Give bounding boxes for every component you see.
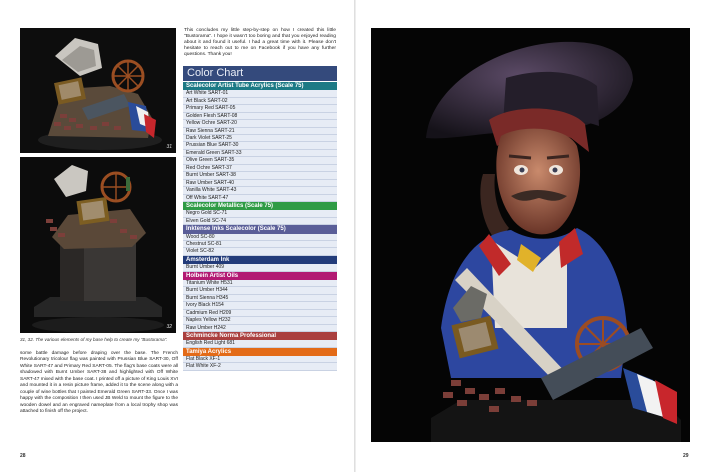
chart-paint-row: Emerald Green SART-33 <box>183 150 337 157</box>
chart-section-header: Scalecolor Artist Tube Acrylics (Scale 75) <box>183 82 337 90</box>
chart-paint-row: Burnt Umber SART-38 <box>183 172 337 179</box>
chart-paint-row: Vanilla White SART-43 <box>183 187 337 194</box>
photo-number: 32 <box>166 324 172 330</box>
chart-paint-row: Flat White XF-2 <box>183 363 337 370</box>
chart-section-header: Amsterdam Ink <box>183 256 337 264</box>
color-chart-title: Color Chart <box>183 66 337 81</box>
page-number-left: 28 <box>20 453 26 459</box>
chart-paint-row: Flat Black XF-1 <box>183 356 337 363</box>
chart-paint-row: Prussian Blue SART-30 <box>183 142 337 149</box>
body-text: some battle damage before draping over the base. The French Revolutionary tricolour flag was painted with Prussian Blue SART-30, Off White SART-47 and Primary Red SART-05. The flag's base coats were all shadowed with Burnt Umber SART-38 and highlighted with Off White SART-47 mixed with the base coat. I printed off a picture of King Louis XVI and mounted it in a resin picture frame, added it to the scene along with a couple of wine bottles that I painted Emerald Green SART-33. Once I was happy with the composition I then used JB Weld to mount the figure to the wooden dowel and an engraved nameplate from a local trophy shop was attached to finish off the project. <box>20 351 178 415</box>
chart-section-header: Scalecolor Metallics (Scale 75) <box>183 202 337 210</box>
chart-paint-row: Red Ochre SART-37 <box>183 165 337 172</box>
photo-base-view-31 <box>20 28 176 153</box>
diorama-plinth-illustration <box>20 157 176 333</box>
chart-paint-row: English Red Light 681 <box>183 340 337 347</box>
chart-paint-row: Yellow Ochre SART-20 <box>183 120 337 127</box>
chart-paint-row: Dark Violet SART-25 <box>183 135 337 142</box>
photo-caption: 31, 32. The various elements of my base help to create my "Bustorama". <box>20 337 168 342</box>
chart-paint-row: Ivory Black H154 <box>183 302 337 309</box>
chart-paint-row: Off White SART-47 <box>183 195 337 202</box>
chart-section-header: Holbein Artist Oils <box>183 272 337 280</box>
chart-paint-row: Chestnut SC-81 <box>183 241 337 248</box>
chart-section-header: Schmincke Norma Professional <box>183 332 337 340</box>
color-chart <box>183 66 337 371</box>
chart-paint-row: Naples Yellow H232 <box>183 317 337 324</box>
chart-section-header: Tamiya Acrylics <box>183 348 337 356</box>
photo-base-view-32 <box>20 157 176 333</box>
chart-paint-row: Negro Gold SC-71 <box>183 210 337 217</box>
chart-paint-row: Primary Red SART-05 <box>183 105 337 112</box>
color-chart-body <box>183 82 337 371</box>
chart-paint-row: Cadmium Red H209 <box>183 310 337 317</box>
chart-paint-row: Wood SC-80 <box>183 234 337 241</box>
chart-paint-row: Raw Sienna SART-21 <box>183 128 337 135</box>
chart-paint-row: Burnt Umber 409 <box>183 264 337 271</box>
chart-paint-row: Raw Umber H242 <box>183 325 337 332</box>
chart-paint-row: Violet SC-82 <box>183 248 337 255</box>
chart-paint-row: Art Black SART-02 <box>183 98 337 105</box>
diorama-base-illustration <box>20 28 176 153</box>
chart-paint-row: Art White SART-01 <box>183 90 337 97</box>
chart-paint-row: Elven Gold SC-74 <box>183 218 337 225</box>
chart-paint-row: Titanium White H531 <box>183 280 337 287</box>
page-number-right: 29 <box>683 453 689 459</box>
chart-paint-row: Olive Green SART-35 <box>183 157 337 164</box>
intro-paragraph: This concludes my little step-by-step on how I created this little "Bustorama". I hope it wasn't too boring and that you enjoyed reading about it and found it useful. I had a great time with it. Please don't hesitate to reach out to me on Facebook if you have any further questions. Thank you! <box>184 28 336 58</box>
photo-number: 31 <box>166 144 172 150</box>
chart-paint-row: Golden Flesh SART-08 <box>183 113 337 120</box>
chart-paint-row: Burnt Umber H344 <box>183 287 337 294</box>
chart-paint-row: Burnt Sienna H345 <box>183 295 337 302</box>
chart-paint-row: Raw Umber SART-40 <box>183 180 337 187</box>
page-gutter <box>354 0 356 472</box>
photo-painted-bust <box>371 28 690 442</box>
bust-illustration <box>371 28 690 442</box>
chart-section-header: Inktense Inks Scalecolor (Scale 75) <box>183 225 337 233</box>
